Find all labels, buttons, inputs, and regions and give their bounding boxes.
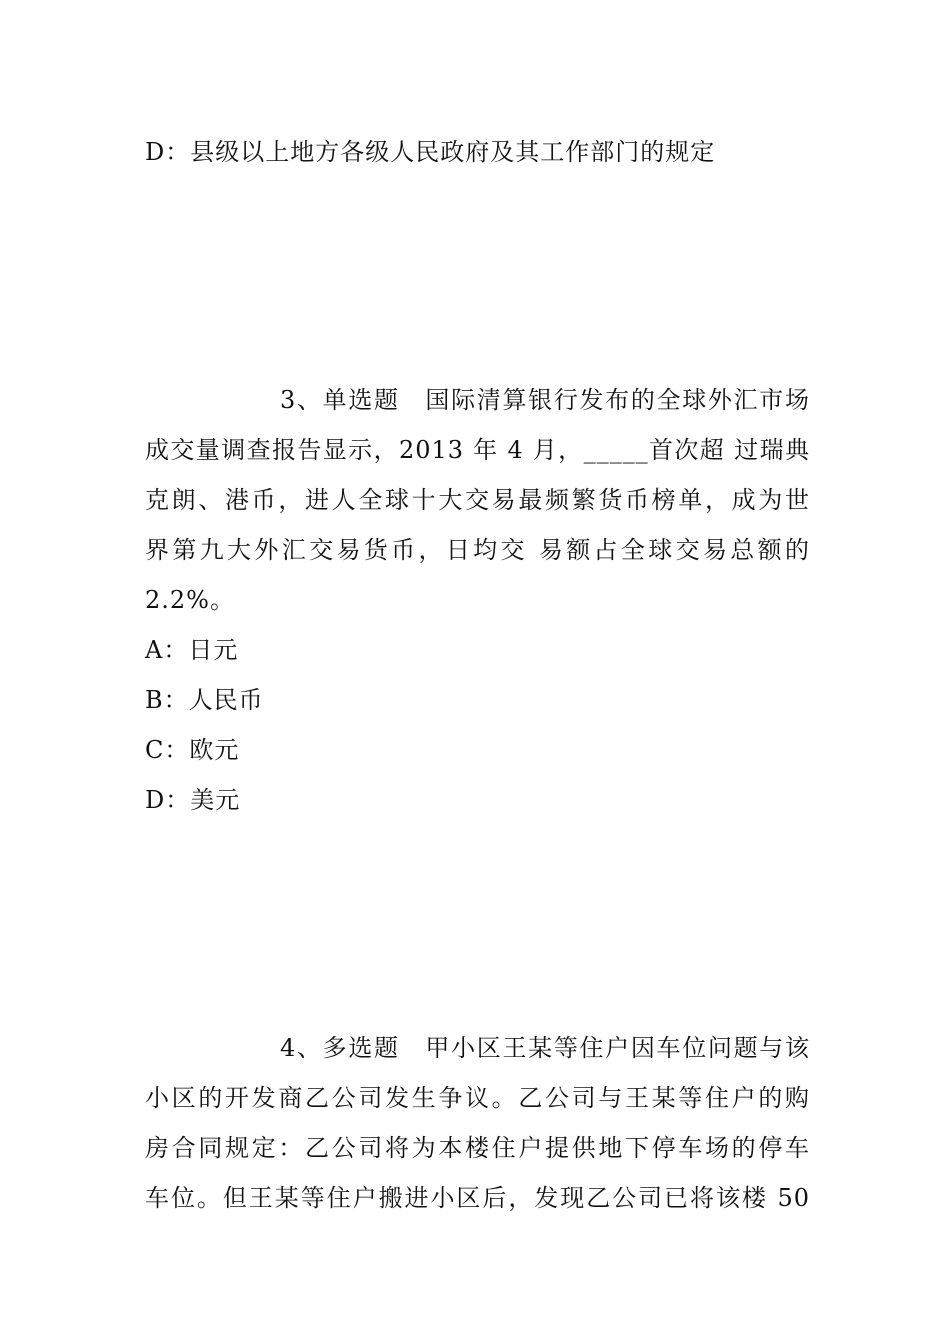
question-3-line-2: 成交量调查报告显示，2013 年 4 月，_____首次超 过瑞典: [145, 436, 810, 464]
question-4-line-2: 小区的开发商乙公司发生争议。乙公司与王某等住户的购: [145, 1084, 810, 1112]
question-3-line-4: 界第九大外汇交易货币，日均交 易额占全球交易总额的: [145, 536, 810, 564]
question-3-option-a: A：日元: [145, 636, 239, 664]
question-3-line-1: 3、单选题 国际清算银行发布的全球外汇市场: [280, 386, 810, 414]
question-3-option-b: B：人民币: [145, 686, 264, 714]
question-3-line-3: 克朗、港币，进人全球十大交易最频繁货币榜单，成为世: [145, 486, 810, 514]
question-4-line-1: 4、多选题 甲小区王某等住户因车位问题与该: [280, 1034, 810, 1062]
question-4-line-3: 房合同规定：乙公司将为本楼住户提供地下停车场的停车: [145, 1134, 810, 1162]
question-3-option-c: C：欧元: [145, 736, 240, 764]
question-3-line-5: 2.2%。: [145, 586, 235, 614]
previous-question-option-d: D：县级以上地方各级人民政府及其工作部门的规定: [145, 138, 716, 166]
question-4-line-4: 车位。但王某等住户搬进小区后，发现乙公司已将该楼 50: [145, 1184, 810, 1212]
question-3-option-d: D：美元: [145, 786, 241, 814]
